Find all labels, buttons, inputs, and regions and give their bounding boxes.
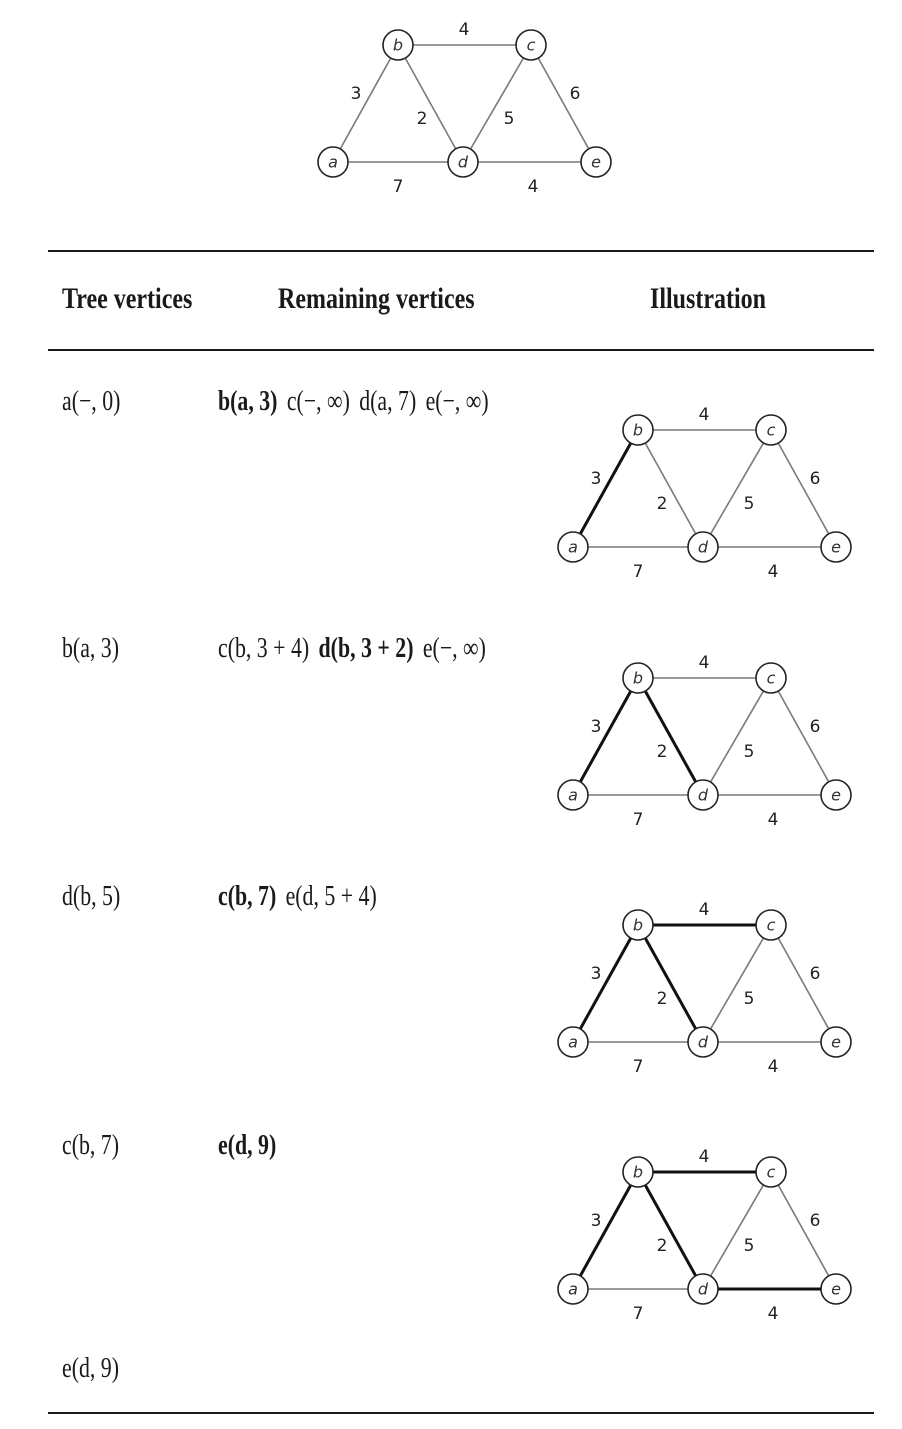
vertex-label: d — [697, 1279, 709, 1299]
edge-weight-c-e: 6 — [809, 717, 821, 737]
edge-weight-c-d: 5 — [743, 494, 755, 514]
illustration-graph — [540, 633, 870, 838]
header-tree-vertices: Tree vertices — [62, 282, 193, 315]
edge-weight-b-d: 2 — [656, 494, 668, 514]
edge-weight-c-d: 5 — [743, 1236, 755, 1256]
vertex-d — [688, 1027, 718, 1057]
edge-c-d — [463, 45, 531, 162]
edge-c-e — [531, 45, 596, 162]
edge-weight-a-b: 3 — [590, 1211, 602, 1231]
edge-c-d — [703, 925, 771, 1042]
edge-a-b — [573, 1172, 638, 1289]
vertex-label: e — [831, 537, 841, 557]
remaining-item: b(a, 3) — [218, 386, 278, 417]
vertex-d — [688, 532, 718, 562]
remaining-item: d(b, 3 + 2) — [318, 633, 414, 664]
edge-weight-c-d: 5 — [503, 109, 515, 129]
remaining-item: e(−, ∞) — [422, 633, 486, 664]
tree-vertex-cell: d(b, 5) — [62, 881, 121, 912]
remaining-vertices-cell — [218, 386, 498, 418]
edge-weight-d-e: 4 — [527, 177, 539, 197]
vertex-label: e — [831, 785, 841, 805]
vertex-c — [756, 415, 786, 445]
edge-a-b — [573, 678, 638, 795]
illustration-graph — [540, 385, 870, 590]
edge-weight-a-b: 3 — [350, 84, 362, 104]
edge-b-d — [638, 925, 703, 1042]
edge-weight-a-b: 3 — [590, 964, 602, 984]
edge-b-d — [638, 678, 703, 795]
vertex-e — [821, 1274, 851, 1304]
tree-vertex-cell: e(d, 9) — [62, 1353, 120, 1384]
remaining-item: e(−, ∞) — [425, 386, 489, 417]
edge-weight-b-d: 2 — [656, 1236, 668, 1256]
edge-c-e — [771, 678, 836, 795]
edge-weight-c-d: 5 — [743, 989, 755, 1009]
illustration-graph — [540, 1127, 870, 1332]
edge-weight-b-c: 4 — [458, 20, 470, 40]
edge-weight-d-e: 4 — [767, 562, 779, 582]
edge-weight-c-e: 6 — [809, 964, 821, 984]
edge-a-b — [333, 45, 398, 162]
vertex-label: d — [457, 152, 469, 172]
table-header-rule — [48, 349, 874, 351]
vertex-c — [756, 1157, 786, 1187]
vertex-label: c — [526, 35, 536, 55]
vertex-c — [756, 663, 786, 693]
vertex-d — [688, 1274, 718, 1304]
edge-weight-b-c: 4 — [698, 653, 710, 673]
edge-c-d — [703, 430, 771, 547]
edge-b-d — [638, 430, 703, 547]
vertex-label: d — [697, 1032, 709, 1052]
vertex-b — [623, 663, 653, 693]
vertex-label: a — [568, 785, 578, 805]
edge-weight-b-d: 2 — [656, 742, 668, 762]
vertex-d — [448, 147, 478, 177]
illustration-graph — [540, 880, 870, 1085]
edge-weight-b-c: 4 — [698, 900, 710, 920]
vertex-label: b — [392, 35, 404, 55]
graph-top — [300, 0, 630, 205]
edge-c-d — [703, 678, 771, 795]
table-top-rule — [48, 250, 874, 252]
remaining-item: c(b, 3 + 4) — [218, 633, 310, 664]
vertex-label: c — [766, 915, 776, 935]
edge-weight-d-e: 4 — [767, 1304, 779, 1324]
vertex-label: d — [697, 785, 709, 805]
vertex-label: a — [568, 1032, 578, 1052]
edge-a-b — [573, 430, 638, 547]
remaining-item: c(−, ∞) — [286, 386, 350, 417]
edge-weight-c-e: 6 — [569, 84, 581, 104]
remaining-vertices-cell — [218, 1130, 286, 1162]
vertex-label: b — [632, 420, 644, 440]
vertex-b — [623, 1157, 653, 1187]
edge-weight-b-c: 4 — [698, 405, 710, 425]
vertex-e — [821, 532, 851, 562]
vertex-label: c — [766, 1162, 776, 1182]
header-illustration: Illustration — [650, 282, 767, 315]
edge-weight-a-d: 7 — [632, 1304, 644, 1324]
edge-weight-d-e: 4 — [767, 1057, 779, 1077]
edge-weight-c-e: 6 — [809, 469, 821, 489]
edge-weight-b-d: 2 — [416, 109, 428, 129]
edge-b-d — [638, 1172, 703, 1289]
edge-c-d — [703, 1172, 771, 1289]
vertex-label: a — [568, 537, 578, 557]
vertex-label: a — [328, 152, 338, 172]
remaining-vertices-cell — [218, 633, 495, 665]
edge-weight-b-c: 4 — [698, 1147, 710, 1167]
tree-vertex-cell: b(a, 3) — [62, 633, 120, 664]
edge-a-b — [573, 925, 638, 1042]
edge-weight-a-d: 7 — [632, 562, 644, 582]
vertex-label: e — [591, 152, 601, 172]
edge-c-e — [771, 925, 836, 1042]
vertex-e — [821, 1027, 851, 1057]
edge-weight-b-d: 2 — [656, 989, 668, 1009]
vertex-label: b — [632, 668, 644, 688]
vertex-a — [558, 532, 588, 562]
tree-vertex-cell: a(−, 0) — [62, 386, 121, 417]
table-bottom-rule — [48, 1412, 874, 1414]
header-remaining-vertices: Remaining vertices — [278, 282, 475, 315]
edge-weight-d-e: 4 — [767, 810, 779, 830]
edge-c-e — [771, 1172, 836, 1289]
edge-weight-c-d: 5 — [743, 742, 755, 762]
vertex-a — [558, 1274, 588, 1304]
edge-weight-a-b: 3 — [590, 717, 602, 737]
remaining-item: e(d, 9) — [218, 1130, 277, 1161]
vertex-label: d — [697, 537, 709, 557]
vertex-a — [558, 1027, 588, 1057]
vertex-a — [558, 780, 588, 810]
vertex-b — [623, 415, 653, 445]
remaining-item: c(b, 7) — [218, 881, 277, 912]
vertex-label: a — [568, 1279, 578, 1299]
edge-weight-a-d: 7 — [632, 810, 644, 830]
vertex-label: c — [766, 420, 776, 440]
vertex-label: e — [831, 1279, 841, 1299]
remaining-vertices-cell — [218, 881, 386, 913]
vertex-e — [581, 147, 611, 177]
edge-weight-a-b: 3 — [590, 469, 602, 489]
vertex-b — [383, 30, 413, 60]
vertex-c — [516, 30, 546, 60]
remaining-item: d(a, 7) — [359, 386, 417, 417]
vertex-label: b — [632, 915, 644, 935]
vertex-label: e — [831, 1032, 841, 1052]
vertex-a — [318, 147, 348, 177]
vertex-c — [756, 910, 786, 940]
vertex-d — [688, 780, 718, 810]
vertex-e — [821, 780, 851, 810]
edge-b-d — [398, 45, 463, 162]
vertex-b — [623, 910, 653, 940]
edge-c-e — [771, 430, 836, 547]
tree-vertex-cell: c(b, 7) — [62, 1130, 120, 1161]
edge-weight-a-d: 7 — [632, 1057, 644, 1077]
vertex-label: c — [766, 668, 776, 688]
remaining-item: e(d, 5 + 4) — [285, 881, 377, 912]
edge-weight-a-d: 7 — [392, 177, 404, 197]
vertex-label: b — [632, 1162, 644, 1182]
edge-weight-c-e: 6 — [809, 1211, 821, 1231]
